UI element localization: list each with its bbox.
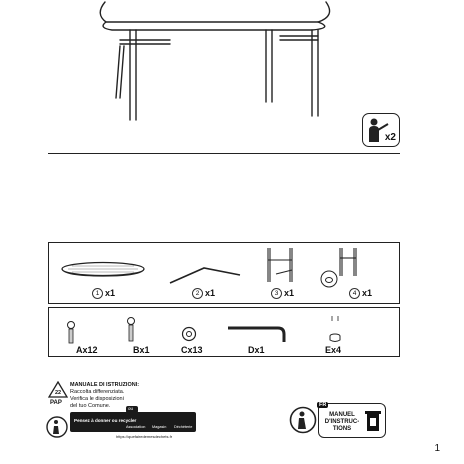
triman-icon-left	[46, 416, 68, 438]
recycle-line-3: del tuo Comune.	[70, 403, 111, 409]
crossbar-icon	[168, 264, 244, 286]
part-2-label: 2 x1	[192, 288, 215, 299]
banner-item-1: Association	[126, 425, 146, 429]
recycle-bin-icon	[365, 410, 381, 432]
hardware-a-label: Ax12	[76, 345, 98, 355]
leg-frame-icon	[262, 246, 298, 286]
recycle-line-1: Raccolta differenziata.	[70, 389, 125, 395]
hardware-b-label: Bx1	[133, 345, 150, 355]
top-divider	[48, 153, 400, 154]
pap-code: PAP	[50, 400, 62, 406]
fr-title: MANUEL D'INSTRUC-TIONS	[324, 412, 360, 432]
recycle-url: https://quefairedemesdechets.fr	[116, 434, 173, 439]
hardware-e-label: Ex4	[325, 345, 342, 355]
hardware-box	[48, 307, 400, 357]
table-illustration	[90, 0, 350, 140]
banner-ou-tab: ou	[126, 406, 138, 413]
long-screw-icon	[64, 321, 78, 345]
part-3-label: 3 x1	[271, 288, 294, 299]
hardware-d-label: Dx1	[248, 345, 265, 355]
bolt-icon	[124, 317, 138, 343]
banner-item-3: Déchèterie	[174, 425, 193, 429]
fr-label: FR	[319, 402, 327, 408]
fr-badge	[318, 403, 386, 438]
persons-badge	[362, 113, 400, 147]
hardware-c-label: Cx13	[181, 345, 203, 355]
triman-icon-right	[289, 406, 317, 434]
pap-number: 22	[55, 390, 62, 396]
oval-tabletop-icon	[60, 260, 146, 280]
donate-banner	[70, 412, 196, 432]
recycle-title: MANUALE DI ISTRUZIONI:	[70, 382, 140, 388]
persons-count: x2	[384, 132, 396, 143]
part-1-label: 1 x1	[92, 288, 115, 299]
part-4-label: 4 x1	[349, 288, 372, 299]
banner-item-2: Magasin	[152, 425, 167, 429]
recycle-line-2: Verifica le disposizioni	[70, 396, 124, 402]
banner-text: Pensez à donner ou recycler	[74, 418, 137, 423]
foot-cap-icon	[324, 314, 346, 344]
washer-icon	[181, 326, 197, 342]
page-number: 1	[434, 443, 440, 454]
leg-frame-with-caps-icon	[318, 246, 360, 292]
allen-key-icon	[226, 324, 288, 344]
